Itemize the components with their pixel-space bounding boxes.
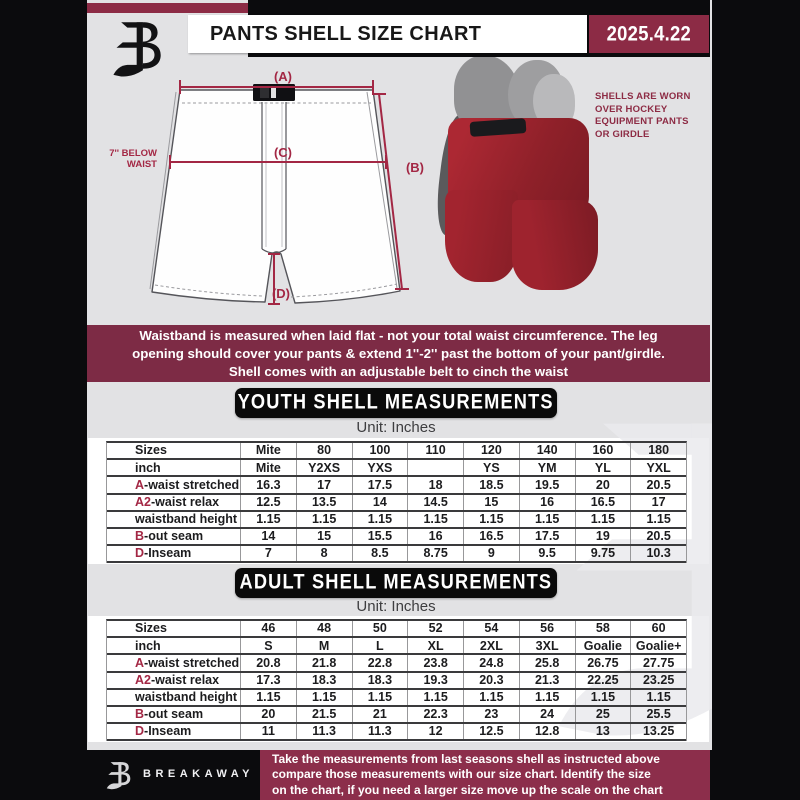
row-label-prefix: A [135,477,145,492]
table-cell: 14.5 [407,495,463,510]
table-cell: 24.8 [463,655,519,670]
table-cell: 20 [240,707,296,722]
date-badge [589,15,709,53]
table-cell: 1.15 [519,690,575,705]
table-cell: 21 [352,707,408,722]
notice-line: Shell comes with an adjustable belt to cinch the waist [228,363,569,379]
table-cell: 20.5 [630,477,686,492]
row-label: waistband height [135,690,238,705]
table-cell: 23.25 [630,673,686,688]
table-cell: 12.5 [240,495,296,510]
table-row [107,546,686,563]
table-cell: 1.15 [296,512,352,527]
table-cell: 1.15 [575,512,631,527]
table-cell: 1.15 [463,690,519,705]
youth-section-heading [235,388,557,418]
table-row [107,443,686,460]
date-text: 2025.4.22 [606,21,692,46]
table-cell: 56 [519,621,575,636]
row-label-prefix: D [135,546,145,561]
table-cell: 1.15 [407,512,463,527]
table-cell: 18.5 [463,477,519,492]
table-row [107,529,686,546]
table-row [107,512,686,529]
row-label: A -waist stretched [135,477,240,492]
table-cell: 16 [407,529,463,544]
row-label: A2 -waist relax [135,494,220,509]
table-cell: 14 [352,495,408,510]
table-row [107,477,686,494]
table-cell: YXS [352,460,408,475]
table-cell: 12.8 [519,724,575,739]
row-label: D -Inseam [135,724,192,739]
left-margin-bar [0,0,87,800]
table-cell: 21.8 [296,655,352,670]
table-cell: 13 [575,724,631,739]
table-cell: 13.25 [630,724,686,739]
row-label: A2 -waist relax [135,672,220,687]
table-cell: 15 [463,495,519,510]
table-row [107,673,686,690]
table-cell: 8.5 [352,546,408,561]
shorts-diagram [100,58,430,313]
table-cell: 21.5 [296,707,352,722]
table-cell: 18.3 [352,673,408,688]
row-label-prefix: B [135,529,145,544]
table-cell: L [352,638,408,653]
youth-unit-label: Unit: Inches [356,419,436,436]
photo-note-line: OR GIRDLE [595,128,650,140]
row-label-prefix: D [135,724,145,739]
table-cell: Y2XS [296,460,352,475]
table-cell: 9.5 [519,546,575,561]
photo-note-line: OVER HOCKEY [595,103,668,115]
table-cell: 160 [575,443,631,458]
row-label: Sizes [135,443,167,458]
row-label: inch [135,460,161,475]
red-shell-left-leg [445,190,518,282]
table-cell: 12.5 [463,724,519,739]
table-cell: 1.15 [575,690,631,705]
notice-banner [87,325,710,382]
table-row [107,690,686,707]
row-label: inch [135,638,161,653]
notice-line: Waistband is measured when laid flat - not your total waist circumference. The leg [139,327,658,343]
youth-size-table [106,441,687,563]
youth-heading-text: YOUTH SHELL MEASUREMENTS [237,390,555,415]
table-cell: 1.15 [630,512,686,527]
table-cell: 22.3 [407,707,463,722]
red-shell-right-leg [512,200,598,290]
table-cell: 17.3 [240,673,296,688]
table-cell: 12 [407,724,463,739]
footer [0,750,800,800]
table-cell: Mite [240,460,296,475]
row-label: B -out seam [135,707,204,722]
table-cell: 11 [240,724,296,739]
table-cell: 26.75 [575,655,631,670]
table-row [107,707,686,724]
footer-note-line: on the chart, if you need a larger size move up the scale on the chart [272,782,663,797]
table-cell: 19.3 [407,673,463,688]
table-cell: 7 [240,546,296,561]
table-row [107,638,686,655]
measure-label-a: (A) [273,69,293,84]
table-cell: 120 [463,443,519,458]
table-cell: 19.5 [519,477,575,492]
table-cell: 100 [352,443,408,458]
page-title: PANTS SHELL SIZE CHART [210,22,482,45]
table-row [107,460,686,477]
footer-brand: BREAKAWAY [143,768,254,780]
measure-label-d: (D) [271,286,291,301]
maroon-accent-strip [87,3,248,13]
footer-note-line: compare those measurements with our size chart. Identify the size [272,767,651,782]
table-cell: 25 [575,707,631,722]
row-label: waistband height [135,512,238,527]
table-cell: YXL [630,460,686,475]
table-cell: 20.3 [463,673,519,688]
table-cell: 19 [575,529,631,544]
table-cell: 17 [296,477,352,492]
table-cell: 52 [407,621,463,636]
waist-note-line1: 7'' BELOW [109,148,157,159]
table-cell: 10.3 [630,546,686,561]
measure-label-b: (B) [405,160,425,175]
table-cell: 20.8 [240,655,296,670]
table-cell: 22.8 [352,655,408,670]
waist-note [95,148,157,170]
table-cell: 25.5 [630,707,686,722]
table-cell: 16.5 [463,529,519,544]
table-cell: YM [519,460,575,475]
table-cell: 9 [463,546,519,561]
table-cell: 16 [519,495,575,510]
table-cell: 15.5 [352,529,408,544]
table-cell: S [240,638,296,653]
table-cell: 18 [407,477,463,492]
table-cell: 110 [407,443,463,458]
row-label-prefix: A2 [135,672,151,687]
row-label-prefix: A [135,655,145,670]
row-label-prefix: B [135,707,145,722]
table-row [107,655,686,672]
table-cell: Goalie+ [630,638,686,653]
table-cell: 2XL [463,638,519,653]
photo-note [595,91,707,141]
table-row [107,495,686,512]
table-cell: 1.15 [240,690,296,705]
row-label-prefix: A2 [135,494,151,509]
row-label: A -waist stretched [135,655,240,670]
table-cell: Goalie [575,638,631,653]
table-cell: 8.75 [407,546,463,561]
table-cell: 1.15 [240,512,296,527]
row-label: D -Inseam [135,546,192,561]
table-cell: XL [407,638,463,653]
table-cell: 22.25 [575,673,631,688]
table-cell: 1.15 [463,512,519,527]
table-cell: 80 [296,443,352,458]
table-cell: 20 [575,477,631,492]
table-cell: YS [463,460,519,475]
table-row [107,724,686,741]
adult-unit-label: Unit: Inches [356,598,436,615]
table-cell: 8 [296,546,352,561]
table-cell: 48 [296,621,352,636]
table-cell: 16.5 [575,495,631,510]
breakaway-b-logo-icon [106,759,133,790]
table-cell: 9.75 [575,546,631,561]
table-cell: YL [575,460,631,475]
table-cell: 58 [575,621,631,636]
table-cell [407,460,463,475]
hockey-shell-photo [432,52,610,304]
table-cell: 180 [630,443,686,458]
table-cell: 18.3 [296,673,352,688]
table-cell: Mite [240,443,296,458]
table-cell: M [296,638,352,653]
table-cell: 11.3 [296,724,352,739]
table-cell: 46 [240,621,296,636]
adult-section-heading [235,568,557,598]
table-cell: 16.3 [240,477,296,492]
table-cell: 27.75 [630,655,686,670]
adult-heading-text: ADULT SHELL MEASUREMENTS [239,570,553,595]
footer-note-line: Take the measurements from last seasons shell as instructed above [272,751,660,766]
table-cell: 140 [519,443,575,458]
table-cell: 17 [630,495,686,510]
waist-note-line2: WAIST [126,159,157,170]
measure-label-c: (C) [273,145,293,160]
table-cell: 14 [240,529,296,544]
photo-note-line: SHELLS ARE WORN [595,91,691,102]
footer-note [260,750,710,800]
breakaway-b-logo-icon [110,16,168,78]
table-cell: 1.15 [630,690,686,705]
row-label: Sizes [135,621,167,636]
adult-size-table [106,619,687,741]
table-cell: 60 [630,621,686,636]
table-cell: 3XL [519,638,575,653]
table-cell: 50 [352,621,408,636]
table-cell: 17.5 [519,529,575,544]
table-cell: 1.15 [407,690,463,705]
table-cell: 25.8 [519,655,575,670]
table-row [107,621,686,638]
photo-note-line: EQUIPMENT PANTS [595,116,689,127]
row-label: B -out seam [135,529,204,544]
table-cell: 23.8 [407,655,463,670]
table-cell: 24 [519,707,575,722]
table-cell: 54 [463,621,519,636]
table-cell: 11.3 [352,724,408,739]
table-cell: 13.5 [296,495,352,510]
notice-line: opening should cover your pants & extend 1''-2'' past the bottom of your pant/girdle. [132,345,665,361]
table-cell: 1.15 [296,690,352,705]
table-cell: 1.15 [519,512,575,527]
table-cell: 20.5 [630,529,686,544]
table-cell: 1.15 [352,690,408,705]
table-cell: 1.15 [352,512,408,527]
table-cell: 21.3 [519,673,575,688]
right-margin-bar [712,0,800,800]
table-cell: 15 [296,529,352,544]
title-box [188,15,587,53]
table-cell: 17.5 [352,477,408,492]
table-cell: 23 [463,707,519,722]
